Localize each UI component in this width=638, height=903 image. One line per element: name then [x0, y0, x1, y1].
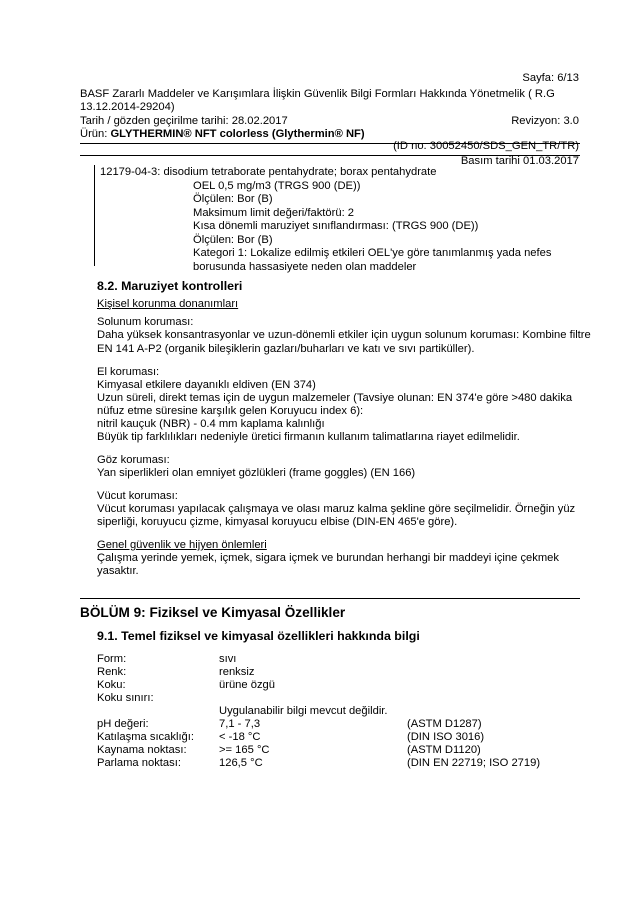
ppe-title: Kişisel korunma donanımları: [97, 298, 239, 310]
hand-line: Büyük tip farklılıkları nedeniyle üretici firmanın kullanım talimatlarına riayet edilmelidir.: [97, 431, 520, 443]
id-number: (ID no. 30052450/SDS_GEN_TR/TR): [393, 140, 579, 152]
property-method: (ASTM D1287): [407, 718, 482, 730]
property-value: Uygulanabilir bilgi mevcut değildir.: [219, 705, 388, 717]
hand-line: Uzun süreli, direkt temas için de uygun malzemeler (Tavsiye olunan: EN 374'e göre >480 dakika: [97, 392, 573, 404]
hygiene-line: yasaktır.: [97, 565, 139, 577]
oel-line: Kategori 1: Lokalize edilmiş etkileri OEL'ye göre tanımlanmış yada nefes: [193, 247, 552, 259]
revision-number: Revizyon: 3.0: [511, 115, 579, 127]
eye-title: Göz koruması:: [97, 454, 170, 466]
respiratory-line: EN 141 A-P2 (organik bileşiklerin gazları/buharları ve katı ve sıvı partiküller).: [97, 343, 475, 355]
property-value: renksiz: [219, 666, 255, 678]
regulation-line-1: BASF Zararlı Maddeler ve Karışımlara İlişkin Güvenlik Bilgi Formları Hakkında Yönetmelik ( R.G: [80, 88, 555, 100]
print-date: Basım tarihi 01.03.2017: [460, 155, 579, 167]
page-number: Sayfa: 6/13: [522, 72, 579, 84]
oel-line: borusunda hassasiyete neden olan maddeler: [193, 261, 417, 273]
section-9-1-title: 9.1. Temel fiziksel ve kimyasal özellikleri hakkında bilgi: [97, 629, 420, 643]
respiratory-line: Daha yüksek konsantrasyonlar ve uzun-dönemli etkiler için uygun solunum koruması: Kombine filtre: [97, 329, 591, 341]
oel-substance: 12179-04-3: disodium tetraborate pentahydrate; borax pentahydrate: [100, 166, 437, 178]
section-8-2-title: 8.2. Maruziyet kontrolleri: [97, 279, 243, 293]
property-label: pH değeri:: [97, 718, 149, 730]
property-label: Renk:: [97, 666, 127, 678]
property-value: < -18 °C: [219, 731, 261, 743]
property-label: Form:: [97, 653, 127, 665]
hand-title: El koruması:: [97, 366, 160, 378]
property-value: ürüne özgü: [219, 679, 275, 691]
property-label: Kaynama noktası:: [97, 744, 187, 756]
change-bar: [94, 165, 95, 266]
property-value: 126,5 °C: [219, 757, 263, 769]
property-label: Koku sınırı:: [97, 692, 154, 704]
hand-line: nüfuz etme süresine karşılık gelen Koruyucu index 6):: [97, 405, 364, 417]
section-rule: [80, 598, 580, 599]
oel-line: Ölçülen: Bor (B): [193, 193, 273, 205]
property-label: Koku:: [97, 679, 126, 691]
oel-line: Ölçülen: Bor (B): [193, 234, 273, 246]
eye-line: Yan siperlikleri olan emniyet gözlükleri (frame goggles) (EN 166): [97, 467, 416, 479]
body-line: Vücut koruması yapılacak çalışmaya ve olası maruz kalma şekline göre seçilmelidir. Örneğin yüz: [97, 503, 576, 515]
product-label: Ürün:: [80, 128, 111, 140]
property-value: sıvı: [219, 653, 237, 665]
property-label: Parlama noktası:: [97, 757, 181, 769]
hand-line: nitril kauçuk (NBR) - 0.4 mm kaplama kalınlığı: [97, 418, 325, 430]
respiratory-title: Solunum koruması:: [97, 316, 194, 328]
oel-line: OEL 0,5 mg/m3 (TRGS 900 (DE)): [193, 180, 361, 192]
property-method: (DIN EN 22719; ISO 2719): [407, 757, 541, 769]
body-title: Vücut koruması:: [97, 490, 178, 502]
hygiene-line: Çalışma yerinde yemek, içmek, sigara içmek ve burundan herhangi bir maddeyi içine çekmek: [97, 552, 559, 564]
property-value: >= 165 °C: [219, 744, 270, 756]
product-name: GLYTHERMIN® NFT colorless (Glythermin® NF): [110, 128, 365, 140]
hand-line: Kimyasal etkilere dayanıklı eldiven (EN 374): [97, 379, 316, 391]
property-label: Katılaşma sıcaklığı:: [97, 731, 194, 743]
oel-line: Maksimum limit değeri/faktörü: 2: [193, 207, 355, 219]
section-9-title: BÖLÜM 9: Fiziksel ve Kimyasal Özellikler: [80, 605, 346, 620]
property-method: (DIN ISO 3016): [407, 731, 485, 743]
product-line: [80, 128, 365, 142]
property-method: (ASTM D1120): [407, 744, 481, 756]
revision-date: Tarih / gözden geçirilme tarihi: 28.02.2017: [80, 115, 288, 127]
oel-line: Kısa dönemli maruziyet sınıflandırması: (TRGS 900 (DE)): [193, 220, 479, 232]
body-line: siperliği, koruyucu çizme, kimyasal koruyucu elbise (DIN-EN 465'e göre).: [97, 516, 458, 528]
regulation-line-2: 13.12.2014-29204): [80, 101, 175, 113]
hygiene-title: Genel güvenlik ve hijyen önlemleri: [97, 539, 267, 551]
property-value: 7,1 - 7,3: [219, 718, 261, 730]
